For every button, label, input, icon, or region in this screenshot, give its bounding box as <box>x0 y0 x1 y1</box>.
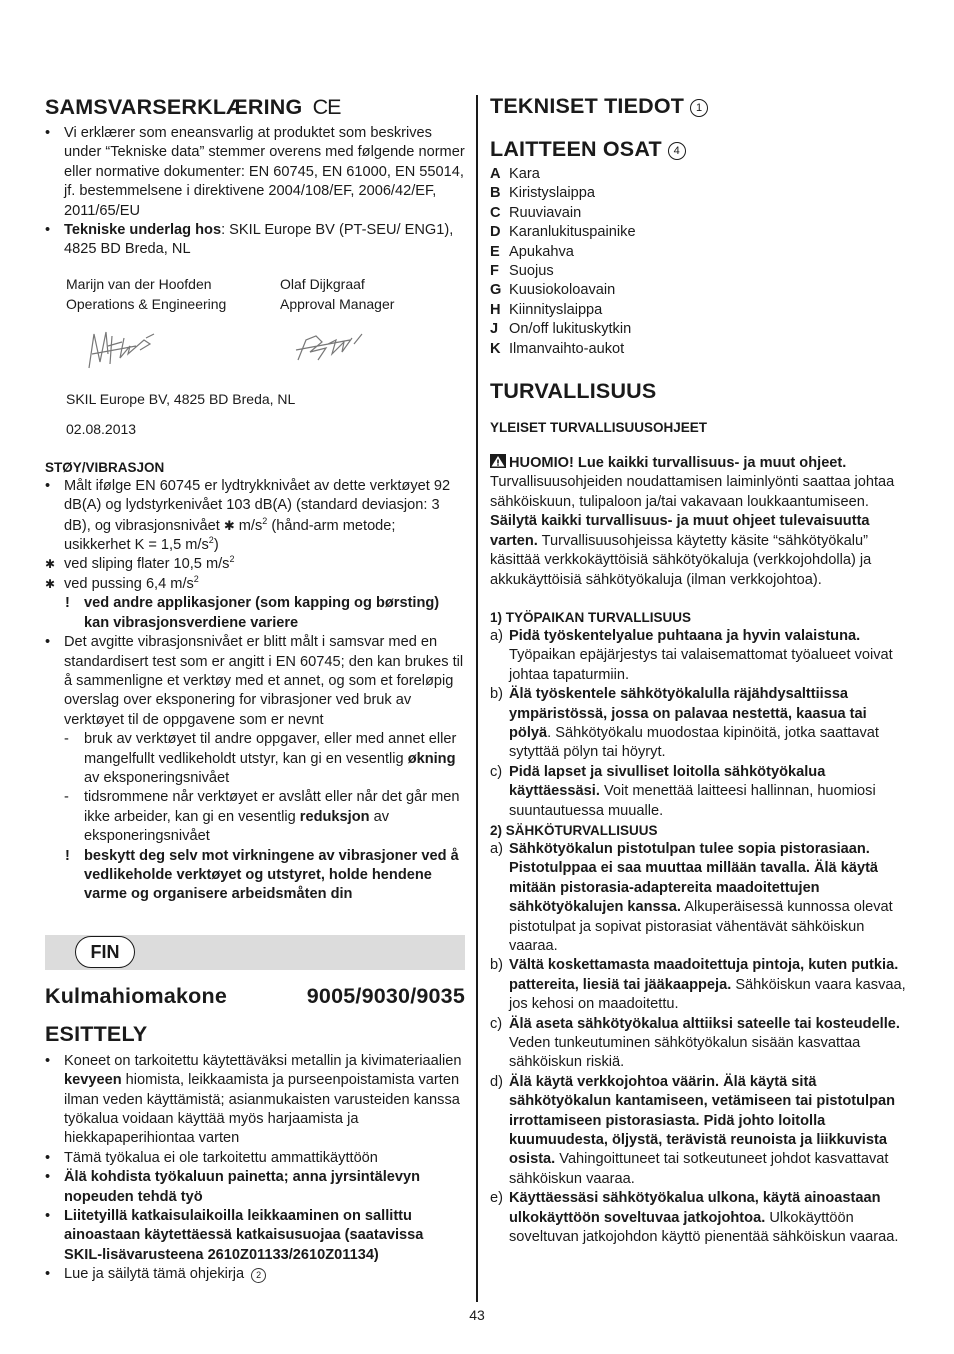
exposure-increase: - bruk av verktøyet til andre oppgaver, eller med annet eller mangelfullt vedlikeholdt utstyr, kan gi en vesentlig økning av eksponeringsnivået <box>45 730 465 788</box>
column-divider <box>476 95 478 1302</box>
part-item: F Suojus <box>490 263 554 280</box>
part-item: G Kuusiokoloavain <box>490 282 616 299</box>
vibration-sanding: ✱ ved pussing 6,4 $m/s^2$ <box>45 575 465 594</box>
tech-title: TEKNISET TIEDOT 1 <box>490 92 910 120</box>
signer-2-name: Olaf Dijkgraaf <box>280 275 365 292</box>
page-number: 43 <box>469 1307 485 1323</box>
signer-2-role: Approval Manager <box>280 295 395 312</box>
safety-rule: e) Käyttäessäsi sähkötyökalua ulkona, käytä ainoastaan ulkokäyttöön soveltuvaa jatkojohtoa. Ulkokäyttöön soveltuvan jatkojohdon käyttö pienentää sähköiskun vaaraa. <box>490 1190 899 1246</box>
warning-icon <box>490 454 506 468</box>
intro-title: ESITTELY <box>45 1021 148 1046</box>
electrical-safety-heading: 2) SÄHKÖTURVALLISUUS <box>490 822 658 838</box>
declaration-date: 02.08.2013 <box>66 420 137 437</box>
intro-list <box>45 1052 465 1285</box>
part-item: A Kara <box>490 166 540 182</box>
safety-rule: a) Sähkötyökalun pistotulpan tulee sopia pistorasiaan. Pistotulppaa ei saa muuttaa millään tavalla. Älä käytä mitään pistorasia-adaptereita maadoitettujen sähkötyökalujen kanssa. Alkuperäisessä kunnossa olevat pistotulpat ja sopivat pistorasiat vähentävät sähköiskun vaaraa. <box>490 840 893 954</box>
company-address: SKIL Europe BV, 4825 BD Breda, NL <box>66 390 296 407</box>
intro-cutting-guard: • Liitetyillä katkaisulaikoilla leikkaaminen on sallittu ainoastaan käytettäessä katkaisusuojaa (saatavissa SKIL-lisävarusteena 2610Z01133/2610Z01134) <box>45 1207 465 1265</box>
noise-heading: STØY/VIBRASJON <box>45 459 165 475</box>
safety-rule: a) Pidä työskentelyalue puhtaana ja hyvin valaistuna. Työpaikan epäjärjestys tai valaisemattomat työalueet voivat johtaa tapaturmiin. <box>490 627 893 683</box>
vibration-grinding: ✱ ved sliping flater 10,5 $m/s^2$ <box>45 555 465 574</box>
figure-ref: 4 <box>668 142 686 160</box>
exposure-reduction: - tidsrommene når verktøyet er avslått eller når det går men ikke arbeider, kan gi en vesentlig reduksjon av eksponeringsnivået <box>45 788 465 846</box>
part-item: H Kiinnityslaippa <box>490 301 603 318</box>
right-column <box>490 88 910 1248</box>
declaration-list <box>45 124 465 260</box>
technical-docs: • Tekniske underlag hos: SKIL Europe BV (PT-SEU/ ENG1), 4825 BD Breda, NL <box>45 221 465 260</box>
part-item: B Kiristyslaippa <box>490 185 595 202</box>
signer-2 <box>280 274 394 314</box>
safety-rule: b) Älä työskentele sähkötyökalulla räjähdysalttiissa ympäristössä, jossa on palavaa nestettä, kaasua tai pölyä. Sähkötyökalu muodostaa kipinöitä, jotka saattavat sytyttää pölyn tai höyryt. <box>490 686 879 761</box>
ce-mark: CE <box>312 95 341 119</box>
intro-pressure: • Älä kohdista työkaluun painetta; anna jyrsintälevyn nopeuden tehdä työ <box>45 1168 465 1207</box>
declaration-title: SAMSVARSERKLÆRING CE <box>45 95 341 119</box>
safety-rule: c) Älä aseta sähkötyökalua alttiiksi sateelle tai kosteudelle. Veden tunkeutuminen sähkötyökalun sisään kasvattaa sähköiskun riskiä. <box>490 1015 900 1071</box>
left-column <box>45 88 465 1285</box>
vibration-standard: • Det avgitte vibrasjonsnivået er blitt målt i samsvar med en standardisert test som er angitt i EN 60745; den kan brukes til å sammenligne et verktøy med et annet, og som et foreløpig overslag over eksponering for vibrasjoner ved bruk av verktøyet til de oppgavene som er nevnt <box>45 633 465 730</box>
general-safety-heading: YLEISET TURVALLISUUSOHJEET <box>490 420 708 436</box>
noise-list-2 <box>45 633 465 730</box>
signature-block <box>66 274 465 444</box>
safety-rule: b) Vältä koskettamasta maadoitettuja pintoja, kuten putkia. pattereita, liesiä tai jääkaappeja. Sähköiskun vaara kasvaa, jos kehosi on maadoitettu. <box>490 957 906 1013</box>
noise-list <box>45 477 465 556</box>
intro-nonprofessional: • Tämä työkalua ei ole tarkoitettu ammattikäyttöön <box>45 1149 465 1168</box>
intro-purpose: • Koneet on tarkoitettu käytettäväksi metallin ja kivimateriaalien kevyeen hiomista, leikkaamista ja purseenpoistamista varten ilman veden käyttämistä; asianmukaisten varusteiden kanssa työkalua voidaan käyttää myös harjaamista ja hiekkapaperihiontaa varten <box>45 1052 465 1149</box>
signer-1 <box>66 274 226 314</box>
safety-title: TURVALLISUUS <box>490 379 657 404</box>
part-item: K Ilmanvaihto-aukot <box>490 340 625 357</box>
safety-rule: d) Älä käytä verkkojohtoa väärin. Älä käytä sitä sähkötyökalun kantamiseen, vetämiseen tai pistotulpan irrottamiseen pistorasiasta. Pidä johto loitolla kuumuudesta, öljystä, terävistä reunoista ja liikkuvista osista. Vahingoittuneet tai sotkeutuneet johdot kasvattavat sähköiskun vaaraa. <box>490 1073 896 1187</box>
figure-ref: 2 <box>251 1268 266 1283</box>
parts-title: LAITTEEN OSAT 4 <box>490 135 910 163</box>
part-item: J On/off lukituskytkin <box>490 321 632 338</box>
workplace-safety-heading: 1) TYÖPAIKAN TURVALLISUUS <box>490 609 692 625</box>
vibration-protection: ! beskytt deg selv mot virkningene av vibrasjoner ved å vedlikeholde verktøyet og utstyret, holde hendene varme og organisere arbeidsmåten din <box>45 847 465 905</box>
vibration-note: ! ved andre applikasjoner (som kapping og børsting) kan vibrasjonsverdiene variere <box>45 594 465 633</box>
product-name: Kulmahiomakone <box>45 983 228 1008</box>
intro-read-manual: • Lue ja säilytä tämä ohjekirja 2 <box>45 1265 465 1284</box>
part-item: E Apukahva <box>490 243 574 260</box>
safety-rule: c) Pidä lapset ja sivulliset loitolla sähkötyökalua käyttäessäsi. Voit menettää laitteesi hallinnan, huomiosi suuntautuessa muualle. <box>490 763 876 819</box>
part-item: D Karanlukituspainike <box>490 224 636 241</box>
signature-2-image <box>292 326 372 366</box>
parts-list <box>490 165 910 359</box>
product-models: 9005/9030/9035 <box>306 983 465 1008</box>
signer-1-role: Operations & Engineering <box>66 295 227 312</box>
signature-1-image <box>84 324 164 374</box>
language-bar <box>45 935 465 970</box>
language-badge: FIN <box>75 936 135 968</box>
figure-ref: 1 <box>690 99 708 117</box>
part-item: C Ruuviavain <box>490 204 582 221</box>
signer-1-name: Marijn van der Hoofden <box>66 275 212 292</box>
product-heading <box>45 982 465 1010</box>
noise-measurement: • Målt ifølge EN 60745 er lydtrykknivået av dette verktøyet 92 dB(A) og lydstyrkenivået 103 dB(A) (standard deviasjon: 3 dB), og vibrasjonsnivået ✱ $m/s^2$ (hånd-arm metode; usikkerhet K = 1,5 $m/s^2$) <box>45 477 465 556</box>
declaration-statement: • Vi erklærer som eneansvarlig at produktet som beskrives under “Tekniske data” stemmer overens med følgende normer eller normative dokumenter: EN 60745, EN 61000, EN 55014, jf. bestemmelsene i direktivene 2004/108/EF, 2006/42/EF, 2011/65/EU <box>45 124 465 221</box>
general-warning: HUOMIO! Lue kaikki turvallisuus- ja muut ohjeet. Turvallisuusohjeiden noudattamisen laiminlyönti saattaa johtaa sähköiskuun, tulipaloon ja/tai vakavaan loukkaantumiseen. Säilytä kaikki turvallisuus- ja muut ohjeet tulevaisuutta varten. Turvallisuusohjeissa käytetty käsite “sähkötyökalu” käsittää verkkokäyttöisiä sähkötyökaluja (verkkojohdolla) ja akkukäyttöisiä sähkötyökaluja (ilman verkkojohtoa). <box>490 455 895 588</box>
